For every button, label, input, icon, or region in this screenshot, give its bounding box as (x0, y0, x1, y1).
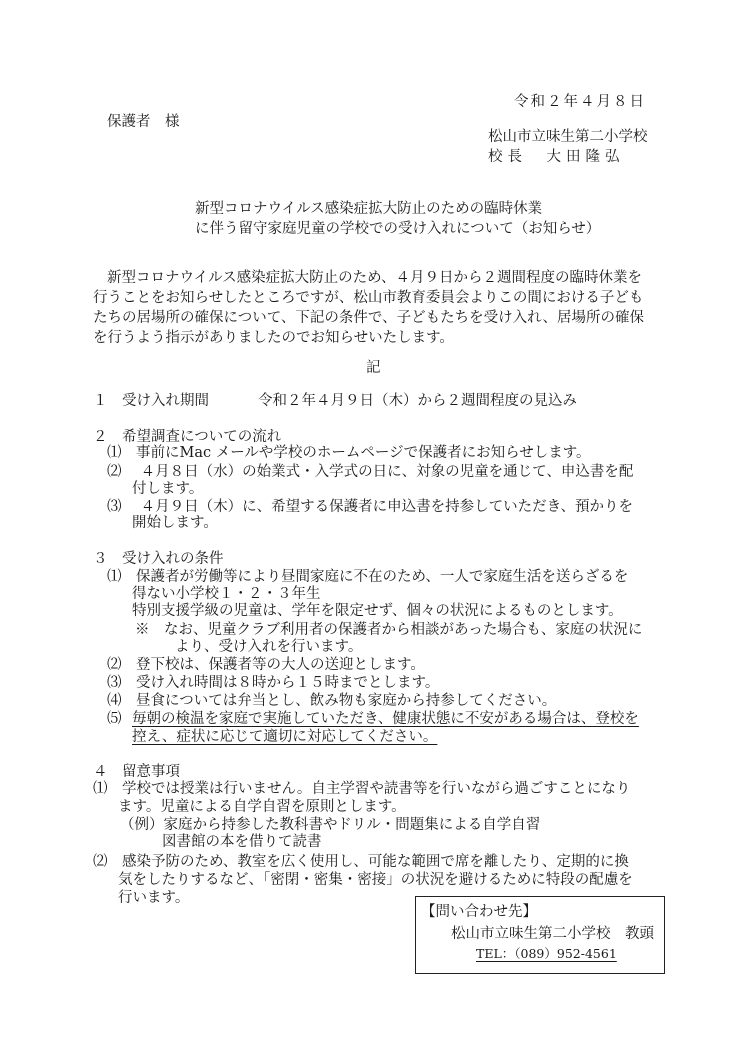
contact-name: 松山市立味生第二小学校 教頭 (451, 926, 654, 942)
sender-school: 松山市立味生第二小学校 (488, 129, 648, 145)
section3-note-1: ※ なお、児童クラブ利用者の保護者から相談があった場合も、家庭の状況に (135, 622, 643, 638)
title-line-1: 新型コロナウイルス感染症拡大防止のための臨時休業 (195, 201, 543, 217)
section2-heading: ２ 希望調査についての流れ (93, 429, 282, 445)
section4-heading: ４ 留意事項 (93, 764, 180, 780)
intro-line-4: を行うよう指示がありましたのでお知らせいたします。 (93, 330, 454, 346)
section3-item-4: ⑷ 昼食については弁当とし、飲み物も家庭から持参してください。 (107, 693, 557, 709)
section3-line-2: 得ない小学校１・２・３年生 (132, 586, 321, 602)
section3-item-5-line-2: 控え、症状に応じて適切に対応してください。 (132, 729, 438, 745)
intro-line-1: 新型コロナウイルス感染症拡大防止のため、４月９日から２週間程度の臨時休業を (107, 270, 643, 286)
sender-principal: 校長 大田隆弘 (488, 149, 625, 165)
section3-item-5-line-1: 毎朝の検温を家庭で実施していただき、健康状態に不安がある場合は、登校を (132, 711, 639, 727)
section2-item-1: ⑴ 事前にMac メールや学校のホームページで保護者にお知らせします。 (107, 445, 591, 461)
section2-item-2: ⑵ ４月８日（水）の始業式・入学式の日に、対象の児童を通じて、申込書を配 (107, 464, 634, 480)
section4-example-2: 図書館の本を借りて読書 (162, 834, 322, 850)
section4-example-1: （例）家庭から持参した教科書やドリル・問題集による自学自習 (120, 817, 541, 833)
section3-heading: ３ 受け入れの条件 (93, 551, 224, 567)
section2-item-3: ⑶ ４月９日（木）に、希望する保護者に申込書を持参していただき、預かりを (107, 499, 634, 515)
section3-item-5-marker: ⑸ (107, 711, 136, 727)
intro-line-2: 行うことをお知らせしたところですが、松山市教育委員会よりこの間における子ども (93, 290, 644, 306)
section4-line-5: 行います。 (118, 890, 190, 906)
ki-heading: 記 (366, 360, 381, 376)
section4-line-2: ます。児童による自学自習を原則とします。 (118, 799, 406, 815)
title-line-2: に伴う留守家庭児童の学校での受け入れについて（お知らせ） (195, 221, 601, 237)
document-date: 令和２年４月８日 (514, 94, 646, 110)
contact-title: 【問い合わせ先】 (421, 904, 537, 920)
section3-line-1: ⑴ 保護者が労働等により昼間家庭に不在のため、一人で家庭生活を送らざるを (107, 569, 629, 585)
section3-line-3: 特別支援学級の児童は、学年を限定せず、個々の状況によるものとします。 (132, 603, 623, 619)
recipient: 保護者 様 (107, 114, 180, 130)
section1-value: 令和２年４月９日（木）から２週間程度の見込み (258, 393, 577, 409)
section1-heading: １ 受け入れ期間 (93, 393, 209, 409)
section4-line-4: 気をしたりするなど、「密閉・密集・密接」の状況を避けるために特段の配慮を (118, 872, 633, 888)
section2-item-3-cont: 開始します。 (132, 515, 218, 531)
intro-line-3: たちの居場所の確保について、下記の条件で、子どもたちを受け入れ、居場所の確保 (93, 310, 644, 326)
section3-note-2: より、受け入れを行います。 (175, 639, 363, 655)
section3-item-3: ⑶ 受け入れ時間は８時から１５時までとします。 (107, 675, 440, 691)
section4-line-3: ⑵ 感染予防のため、教室を広く使用し、可能な範囲で席を離したり、定期的に換 (93, 854, 629, 870)
contact-tel: TEL：（089）952-4561 (476, 946, 617, 961)
section4-line-1: ⑴ 学校では授業は行いません。自主学習や読書等を行いながら過ごすことになり (93, 781, 631, 797)
section2-item-2-cont: 付します。 (132, 481, 204, 497)
section3-item-2: ⑵ 登下校は、保護者等の大人の送迎とします。 (107, 657, 425, 673)
